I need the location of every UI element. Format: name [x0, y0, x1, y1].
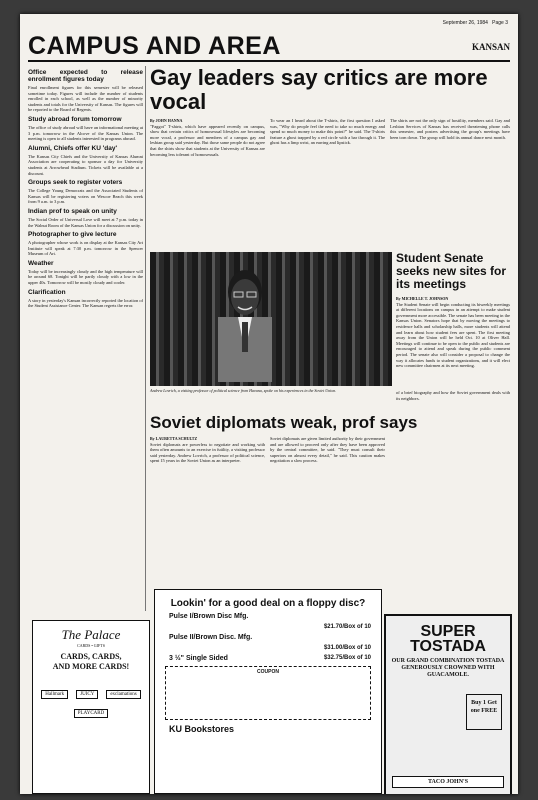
bookstore-logo: KU Bookstores [169, 724, 235, 734]
coupon-label: COUPON [257, 669, 279, 675]
section-title: CAMPUS AND AREA [28, 32, 281, 60]
left-headline: Weather [28, 259, 54, 267]
left-headline: Clarification [28, 288, 66, 296]
left-headline: Groups seek to register voters [28, 179, 123, 187]
product-price: $21.70/Box of 10 [323, 624, 371, 630]
story-column: of a brief biography and how the Soviet government deals with its neighbors. [396, 390, 510, 401]
floppy-disc-ad [154, 589, 382, 794]
brand-logo: PLAYCARD [74, 709, 109, 718]
newspaper-page [20, 14, 518, 794]
brand-logo: Hallmark [41, 690, 68, 699]
palace-logos [33, 682, 149, 720]
date-text: September 26, 1984 [442, 20, 488, 26]
palace-title: The Palace [61, 627, 121, 642]
palace-ad [32, 620, 150, 794]
taco-johns-logo: TACO JOHN'S [392, 776, 504, 788]
product-row [155, 641, 381, 651]
news-photo [150, 252, 392, 386]
byline: By MICHELLE T. JOHNSON [396, 296, 449, 301]
left-headline: Photographer to give lecture [28, 231, 117, 239]
buy-one-badge: Buy 1 Get one FREE [466, 694, 502, 730]
tostada-title: SUPER TOSTADA [410, 623, 486, 655]
section-flag [28, 32, 510, 62]
left-headline: Alumni, Chiefs offer KU 'day' [28, 144, 118, 152]
left-headline: Study abroad forum tomorrow [28, 115, 122, 123]
left-headline: Indian prof to speak on unity [28, 207, 117, 215]
product-price: $32.75/Box of 10 [323, 655, 371, 661]
soviet-headline: Soviet diplomats weak, prof says [150, 413, 418, 432]
photo-caption: Andrew Lovrich, a visiting professor of political science from Havana, spoke on his experiences in the Soviet Union. [150, 388, 337, 393]
product-row [155, 609, 381, 620]
left-headline: Office expected to release enrollment figures today [28, 69, 143, 83]
story-column: By LAURETTA SCHULTZ Soviet diplomats are powerless to negotiate and working with them often amounts to an exercise in futility, a visiting professor said yesterday. Andrew Lovrich, a professor of political science, spent 15 years in the Soviet Union as an interpreter. [150, 436, 265, 464]
palace-subtitle: CARDS • GIFTS [77, 643, 105, 648]
senate-story: By MICHELLE T. JOHNSON The Student Senate will begin conducting its biweekly meetings at different locations on campus in an attempt to make student government more accessible. The senate has been meeting in the Kansas Union. Senators hope that by moving the meetings to residence halls and scholarship halls, more students will attend and learn about how student fees are spent. The first meeting away from the Union will be held Oct. 10 at Oliver Hall. Meetings will continue to be open to the public and students are encouraged to attend and speak during the public comment period. The senate also will consider a proposal to change the way it allocates funds to student organizations, and it will elect new committee chairmen at its next meeting. [396, 296, 510, 369]
professor-portrait-icon [210, 262, 280, 382]
column-rule [145, 66, 146, 611]
palace-tagline-line: CARDS, CARDS, [60, 652, 122, 661]
byline: By JOHN HANNA [150, 118, 183, 123]
senate-headline: Student Senate seeks new sites for its meetings [396, 251, 507, 291]
brand-logo: JUICY [76, 690, 98, 699]
story-column: By JOHN HANNA "Faggot" T-shirts, which have appeared recently on campus, show that certain critics of homosexual lifestyles are becoming more vocal, a professor and members of a campus gay and lesbian group said yesterday. But those same people do not agree that the shirts show that students at the University of Kansas are becoming less tolerant of homosexuals. [150, 118, 265, 157]
product-name: 3 ½" Single Sided [169, 655, 228, 662]
tostada-description: OUR GRAND COMBINATION TOSTADA GENEROUSLY CROWNED WITH GUACAMOLE. [391, 658, 505, 678]
product-name: Pulse I/Brown Disc Mfg. [169, 613, 249, 620]
story-column: Soviet diplomats are given limited authority by their government and are allowed to proceed only after they have been approved by the central committee, he said. "They must consult their superiors on almost every detail," he said. This caution makes negotiation a slow process. [270, 436, 385, 464]
product-row [155, 630, 381, 641]
palace-tagline [33, 652, 149, 672]
palace-tagline-line: AND MORE CARDS! [52, 662, 130, 671]
paper-name: KANSAN [471, 42, 510, 52]
page-number: Page 3 [492, 20, 508, 26]
product-name: Pulse II/Brown Disc. Mfg. [169, 634, 253, 641]
page-date [443, 20, 508, 26]
left-column: Office expected to release enrollment figures today Final enrollment figures for this semester will be released sometime today. Figures will include the number of students enrolled in each school, as well as the number of minority students and totals for the University of Kansas. The figures will be reported to the Board of Regents. Study abroad forum tomorrow The office of study abroad will have an informational meeting at 3 p.m. tomorrow in the Alcove of the Kansas Union. The meeting is open to all students interested in programs abroad. Alumni, Chiefs offer KU 'day' The Kansas City Chiefs and the University of Kansas Alumni Association are cooperating to sponsor a day for University students at Arrowhead Stadium. Tickets will be available at a discount. Groups seek to register voters The College Young Democrats and the Associated Students of Kansas will be registering voters on Wescoe Beach this week from 9 a.m. to 3 p.m. Indian prof to speak on unity The Social Order of Universal Love will meet at 7 p.m. today in the Walnut Room of the Kansas Union for a discussion on unity. Photographer to give lecture A photographer whose work is on display at the Kansas City Art Institute will speak at 7:30 p.m. tomorrow in the Spencer Museum of Art. Weather Today will be increasingly cloudy and the high temperature will be around 68. Tonight will be partly cloudy with a low in the upper 40s. Tomorrow will be mostly cloudy and cooler. Clarification A story in yesterday's Kansan incorrectly reported the location of the Student Assistance Center. The Kansan regrets the error. [28, 69, 143, 309]
story-column: To wear an I heard about the T-shirts, the first question I asked was, "Why do people feel the need to take so much energy and spend so much money to make this point?" he said. The T-shirts feature a ghost trapped by a red circle with a bar through it. The ghost has a limp wrist, an earring and lipstick. [270, 118, 385, 146]
product-row [155, 620, 381, 630]
product-row [155, 651, 381, 662]
product-price: $31.00/Box of 10 [323, 645, 371, 651]
byline: By LAURETTA SCHULTZ [150, 436, 198, 441]
brand-logo: exclamations [106, 690, 140, 699]
story-column: The shirts are not the only sign of hostility, members said. Gay and Lesbian Services of Kansas has received threatening phone calls this semester, and posters advertising the group's meetings have been torn down. The group will hold its annual dance next month. [390, 118, 510, 140]
coupon-box [165, 666, 371, 720]
floppy-title: Lookin' for a good deal on a floppy disc? [170, 598, 366, 609]
gay-leaders-headline: Gay leaders say critics are more vocal [150, 65, 488, 114]
tostada-ad [384, 614, 512, 794]
